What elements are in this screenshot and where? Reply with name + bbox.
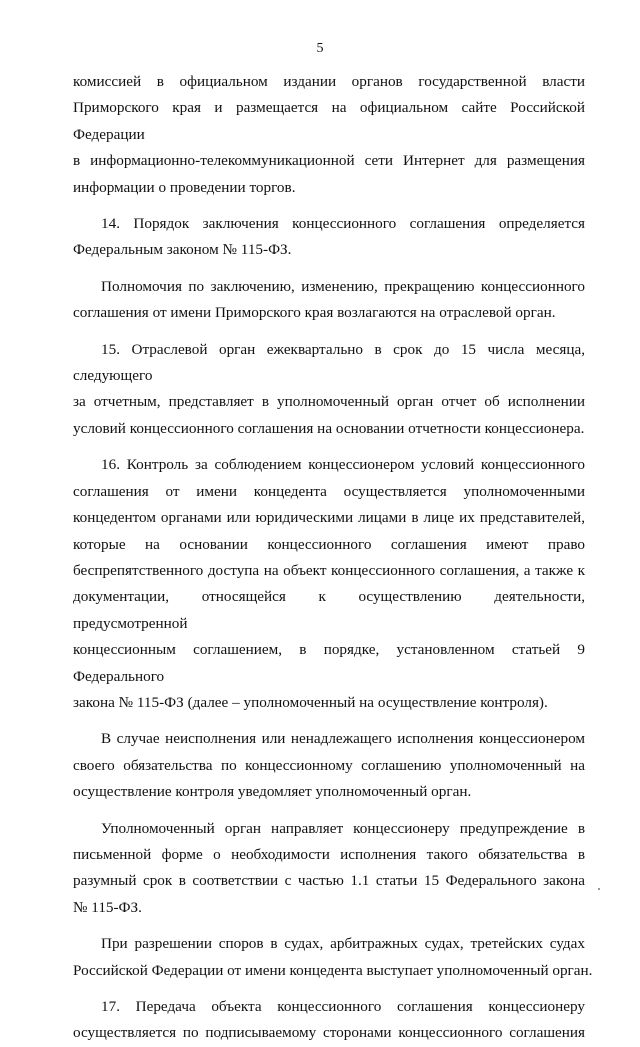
text-line: за отчетным, представляет в уполномоченный орган отчет об исполнении — [73, 393, 585, 411]
text-line: № 115-ФЗ. — [73, 898, 142, 916]
text-line: условий концессионного соглашения на основании отчетности концессионера. — [73, 419, 585, 437]
paragraph-non-fulfillment — [73, 726, 585, 805]
text-line: письменной форме о необходимости исполнения такого обязательства в — [73, 845, 585, 863]
text-line: соглашения от имени концедента осуществляется уполномоченными — [73, 482, 585, 500]
text-line: осуществление контроля уведомляет уполномоченный орган. — [73, 783, 472, 801]
text-line: информации о проведении торгов. — [73, 178, 296, 196]
paragraph-continuation — [73, 69, 585, 201]
text-line: соглашения от имени Приморского края возлагаются на отраслевой орган. — [73, 304, 556, 322]
text-line: Уполномоченный орган направляет концессионеру предупреждение в — [101, 819, 585, 837]
paragraph-item-16 — [73, 452, 585, 716]
text-line: своего обязательства по концессионному соглашению уполномоченный на — [73, 756, 585, 774]
text-line: концессионным соглашением, в порядке, установленном статьей 9 Федерального — [73, 641, 585, 685]
text-line: 17. Передача объекта концессионного соглашения концессионеру — [101, 998, 585, 1015]
text-line: Полномочия по заключению, изменению, прекращению концессионного — [101, 277, 585, 295]
text-line: Российской Федерации от имени концедента выступает уполномоченный орган. — [73, 961, 593, 979]
document-body — [73, 69, 593, 1047]
text-line: в информационно-телекоммуникационной сети Интернет для размещения — [73, 152, 585, 170]
text-line: В случае неисполнения или ненадлежащего исполнения концессионером — [101, 730, 585, 748]
text-line: закона № 115-ФЗ (далее – уполномоченный на осуществление контроля). — [73, 693, 548, 711]
text-line: разумный срок в соответствии с частью 1.1 статьи 15 Федерального закона — [73, 872, 585, 890]
paragraph-item-15 — [73, 337, 585, 443]
scan-artifact — [598, 888, 600, 890]
page-number: 5 — [316, 41, 324, 56]
text-line: концедентом органами или юридическими лицами в лице их представителей, — [73, 509, 585, 527]
text-line: Приморского края и размещается на официальном сайте Российской Федерации — [73, 99, 585, 143]
paragraph-item-17 — [73, 994, 585, 1047]
text-line: 14. Порядок заключения концессионного соглашения определяется — [101, 215, 585, 233]
text-line: Федеральным законом № 115-ФЗ. — [73, 241, 292, 259]
text-line: комиссией в официальном издании органов государственной власти — [73, 73, 585, 90]
text-line: 15. Отраслевой орган ежеквартально в срок до 15 числа месяца, следующего — [73, 340, 585, 385]
text-line: документации, относящейся к осуществлению деятельности, предусмотренной — [73, 588, 585, 632]
text-line: которые на основании концессионного соглашения имеют право — [73, 535, 585, 553]
paragraph-item-14 — [73, 211, 585, 264]
paragraph-powers — [73, 274, 585, 327]
paragraph-warning — [73, 816, 585, 922]
text-line: осуществляется по подписываемому сторонами концессионного соглашения — [73, 1024, 585, 1042]
text-line: беспрепятственного доступа на объект концессионного соглашения, а также к — [73, 561, 585, 579]
paragraph-disputes — [73, 931, 593, 984]
text-line: При разрешении споров в судах, арбитражных судах, третейских судах — [101, 935, 585, 953]
text-line: 16. Контроль за соблюдением концессионером условий концессионного — [101, 456, 585, 474]
